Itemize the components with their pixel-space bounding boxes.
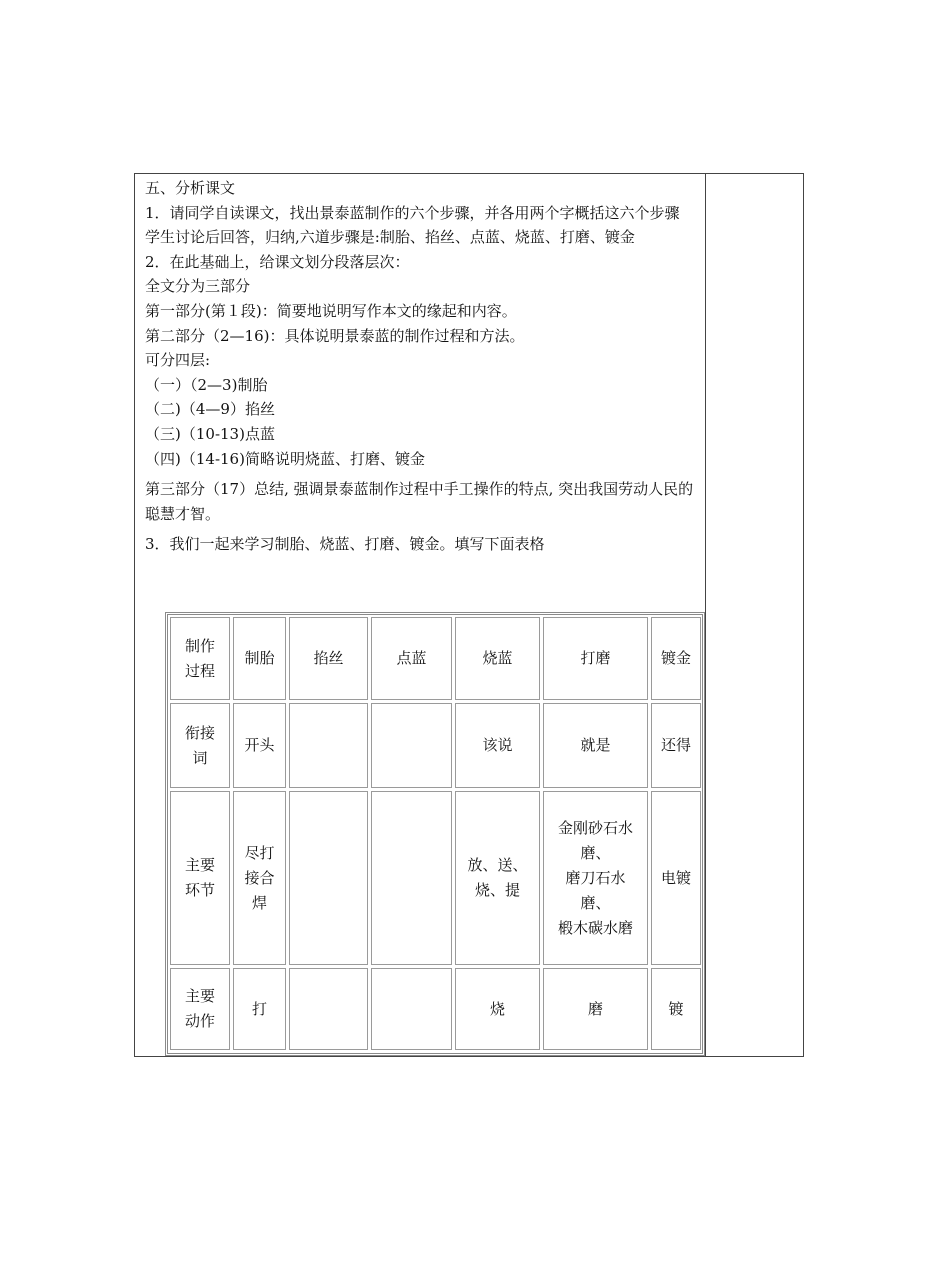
table-header-cell <box>455 617 540 700</box>
cell-text: 镀金 <box>660 649 691 667</box>
question-1-answer: 学生讨论后回答，归纳,六道步骤是:制胎、掐丝、点蓝、烧蓝、打磨、镀金 <box>145 228 635 247</box>
part-1: 第一部分(第１段)：简要地说明写作本文的缘起和内容。 <box>145 301 517 320</box>
table-header-cell <box>289 617 368 700</box>
lesson-table <box>134 173 804 1057</box>
table-cell <box>651 791 701 965</box>
cell-text: 还得 <box>660 736 691 754</box>
cell-text: 制胎 <box>244 649 275 667</box>
table-header-cell <box>651 617 701 700</box>
layer-item: （一）（2—3)制胎 <box>145 375 268 394</box>
table-cell <box>651 703 701 788</box>
table-cell <box>371 703 452 788</box>
table-cell <box>651 968 701 1050</box>
question-2: 2．在此基础上，给课文划分段落层次： <box>145 252 410 271</box>
table-cell <box>170 968 230 1050</box>
table-cell <box>170 791 230 965</box>
part-2: 第二部分（2—16)：具体说明景泰蓝的制作过程和方法。 <box>145 326 525 345</box>
table-header-cell <box>170 617 230 700</box>
cell-text: 该说 <box>482 736 513 754</box>
part-3: 第三部分（17）总结, 强调景泰蓝制作过程中手工操作的特点, 突出我国劳动人民的聪慧才智。 <box>145 480 694 523</box>
table-header-cell <box>233 617 286 700</box>
cell-text: 烧 <box>489 999 505 1018</box>
layers-intro: 可分四层: <box>145 351 211 370</box>
table-cell <box>455 703 540 788</box>
layer-item: （二)（4—9）掐丝 <box>145 400 275 419</box>
question-3: 3．我们一起来学习制胎、烧蓝、打磨、镀金。填写下面表格 <box>145 535 545 554</box>
table-cell <box>233 791 286 965</box>
cell-text: 打磨 <box>580 649 611 667</box>
table-cell <box>170 703 230 788</box>
table-cell <box>371 791 452 965</box>
cell-text: 衔接 词 <box>184 723 215 767</box>
table-cell <box>289 703 368 788</box>
cell-text: 打 <box>251 999 267 1018</box>
cell-text: 主要 环节 <box>184 856 215 899</box>
cell-text: 点蓝 <box>396 649 427 667</box>
table-cell <box>289 968 368 1050</box>
cell-text: 尽打 接合 焊 <box>244 843 275 912</box>
cell-text: 金刚砂石水 磨、 磨刀石水 磨、 椴木碳水磨 <box>557 818 633 937</box>
cell-text: 放、送、 烧、提 <box>467 856 528 899</box>
layer-item: （四)（14-16)简略说明烧蓝、打磨、镀金 <box>145 449 425 468</box>
process-table <box>165 612 705 1056</box>
table-cell <box>233 703 286 788</box>
cell-text: 制作 过程 <box>184 636 215 680</box>
cell-text: 烧蓝 <box>482 649 513 667</box>
table-cell <box>455 791 540 965</box>
cell-text: 就是 <box>580 736 611 754</box>
cell-text: 主要 动作 <box>184 987 215 1030</box>
cell-text: 掐丝 <box>313 649 344 667</box>
question-1: 1．请同学自读课文，找出景泰蓝制作的六个步骤，并各用两个字概括这六个步骤 <box>145 203 680 222</box>
table-cell <box>233 968 286 1050</box>
table-cell <box>543 791 648 965</box>
layer-item: （三)（10-13)点蓝 <box>145 424 275 443</box>
cell-text: 镀 <box>668 999 684 1018</box>
lesson-content <box>145 176 701 557</box>
cell-text: 电镀 <box>660 868 691 887</box>
table-cell <box>543 703 648 788</box>
table-cell <box>455 968 540 1050</box>
table-cell <box>371 968 452 1050</box>
section-heading: 五、分析课文 <box>145 179 236 197</box>
cell-text: 磨 <box>587 999 603 1018</box>
cell-text: 开头 <box>244 736 275 754</box>
table-header-cell <box>371 617 452 700</box>
structure-intro: 全文分为三部分 <box>145 277 251 296</box>
table-header-cell <box>543 617 648 700</box>
table-cell <box>289 791 368 965</box>
column-divider <box>705 174 706 1056</box>
table-cell <box>543 968 648 1050</box>
